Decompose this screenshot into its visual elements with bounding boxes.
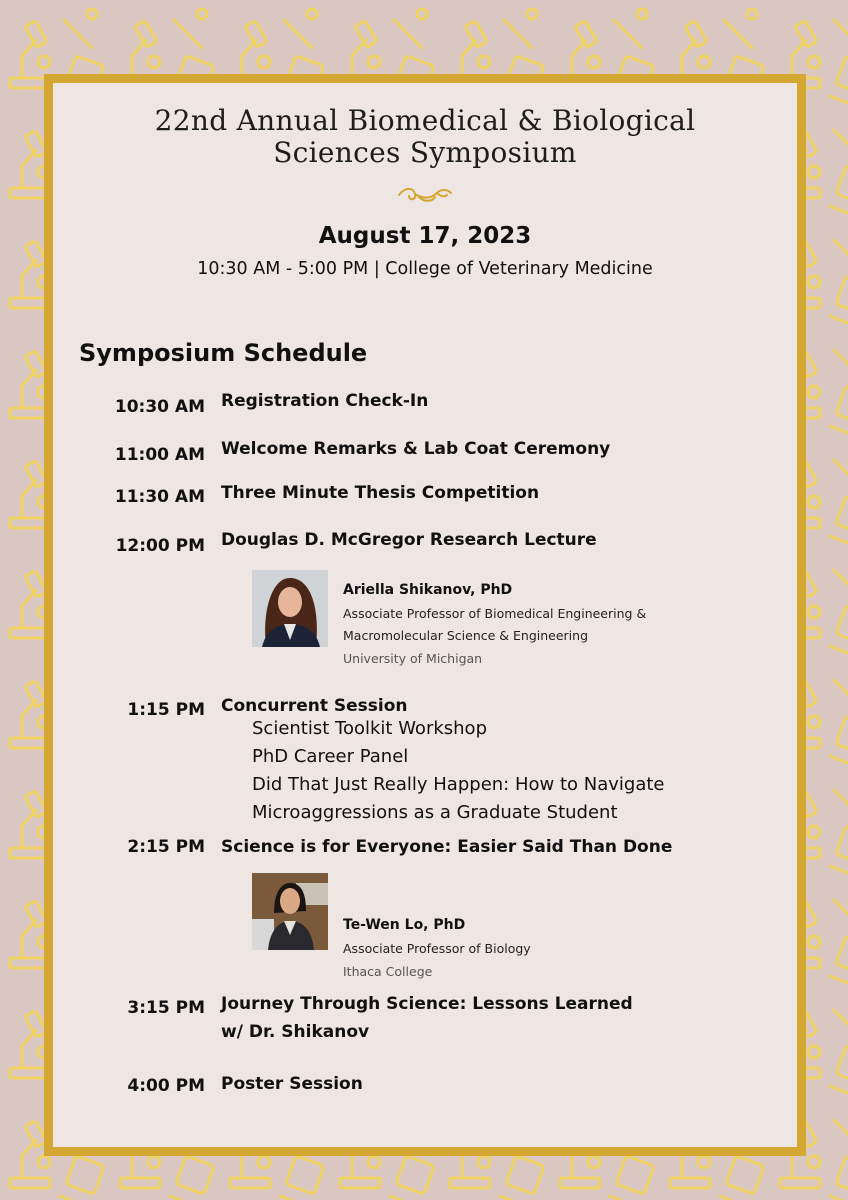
session-item: Did That Just Really Happen: How to Navigate — [252, 774, 665, 795]
title-line-1: 22nd Annual Biomedical & Biological — [154, 104, 696, 137]
event-time-location: 10:30 AM - 5:00 PM | College of Veterinary Medicine — [197, 259, 653, 279]
speaker-title-line: Macromolecular Science & Engineering — [343, 628, 589, 643]
schedule-time: 11:30 AM — [114, 487, 205, 507]
event-date: August 17, 2023 — [318, 223, 532, 249]
session-item: Microaggressions as a Graduate Student — [252, 802, 618, 823]
schedule-time: 2:15 PM — [127, 837, 205, 857]
speaker-affiliation: Ithaca College — [343, 964, 433, 979]
schedule-title: Three Minute Thesis Competition — [221, 483, 540, 503]
session-item: PhD Career Panel — [252, 746, 409, 767]
schedule-title: Science is for Everyone: Easier Said Than Done — [221, 837, 673, 857]
speaker-title-line: Associate Professor of Biomedical Engineering & — [343, 606, 647, 621]
symposium-flyer — [44, 74, 806, 1156]
schedule-title: Poster Session — [221, 1074, 363, 1094]
speaker-photo-shikanov — [252, 570, 328, 647]
speaker-name: Ariella Shikanov, PhD — [343, 582, 513, 598]
schedule-time: 4:00 PM — [127, 1076, 205, 1096]
schedule-title: Registration Check-In — [221, 391, 429, 411]
schedule-title-cont: w/ Dr. Shikanov — [221, 1022, 370, 1042]
schedule-time: 3:15 PM — [127, 998, 205, 1018]
schedule-title: Douglas D. McGregor Research Lecture — [221, 530, 597, 550]
title-line-2: Sciences Symposium — [273, 136, 577, 169]
schedule-heading: Symposium Schedule — [79, 339, 368, 367]
schedule-title: Journey Through Science: Lessons Learned — [221, 994, 633, 1014]
schedule-title: Concurrent Session — [221, 696, 408, 716]
schedule-time: 12:00 PM — [115, 536, 205, 556]
gold-flourish-ornament — [397, 183, 453, 205]
schedule-time: 10:30 AM — [114, 397, 205, 417]
speaker-photo-lo — [252, 873, 328, 950]
schedule-time: 1:15 PM — [127, 700, 205, 720]
page-title — [53, 105, 797, 169]
schedule-title: Welcome Remarks & Lab Coat Ceremony — [221, 439, 611, 459]
session-item: Scientist Toolkit Workshop — [252, 718, 487, 739]
speaker-title-line: Associate Professor of Biology — [343, 941, 531, 956]
speaker-affiliation: University of Michigan — [343, 651, 483, 666]
schedule-time: 11:00 AM — [114, 445, 205, 465]
speaker-name: Te-Wen Lo, PhD — [343, 917, 466, 933]
